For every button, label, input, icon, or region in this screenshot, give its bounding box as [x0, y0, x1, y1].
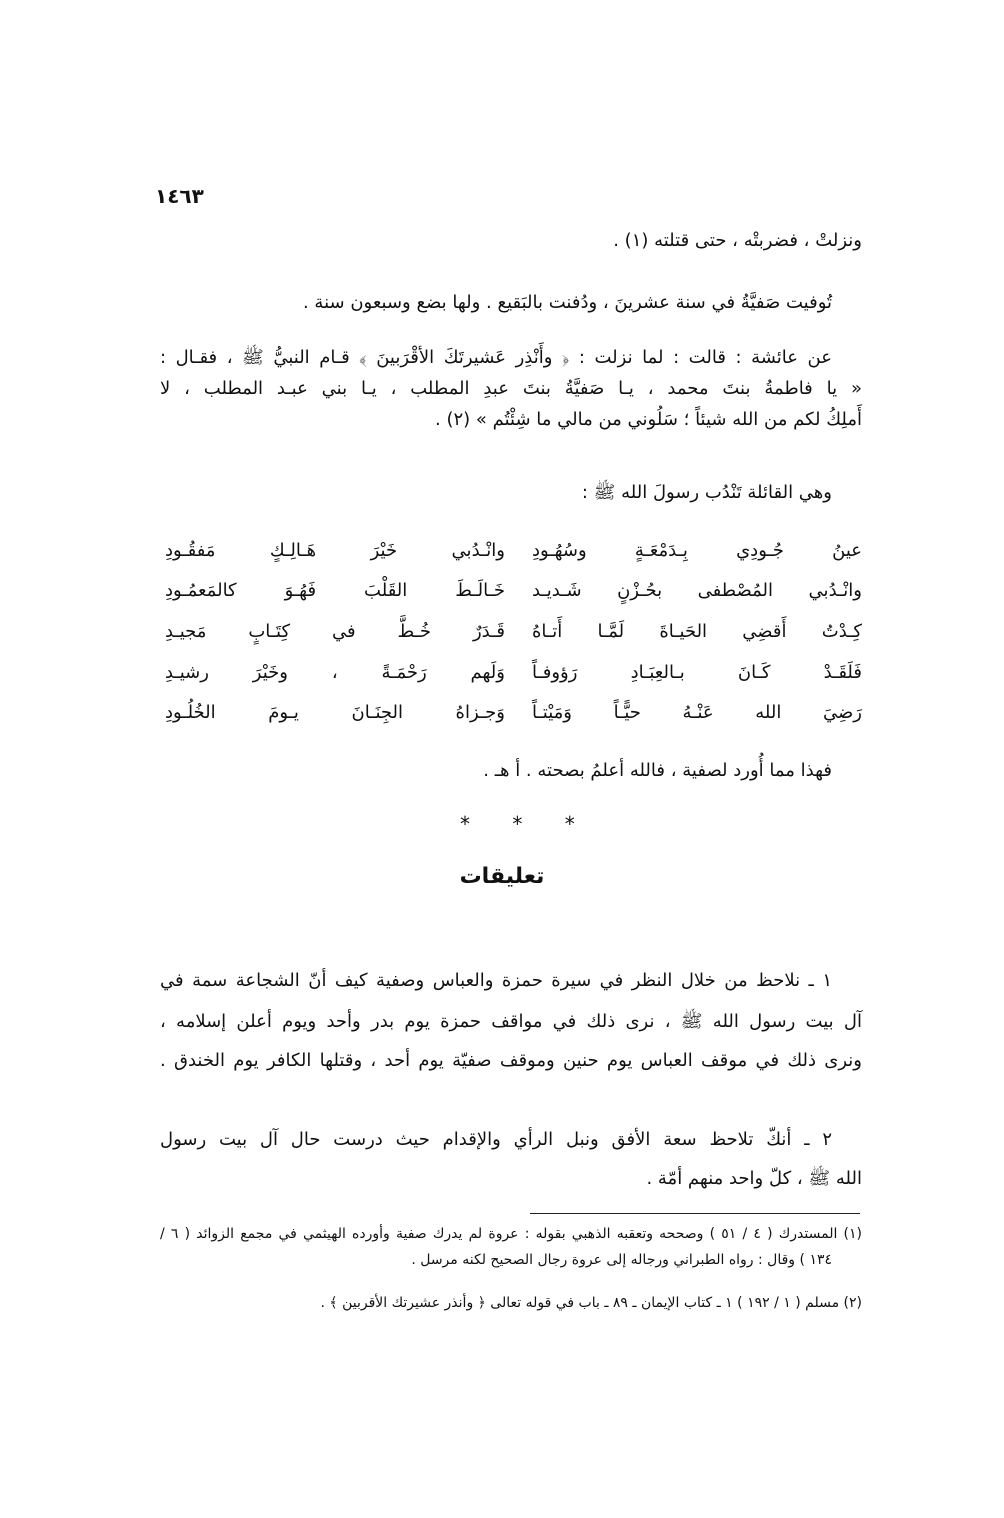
footnote-line: ١٣٤ ) وقال : رواه الطبراني ورجاله إلى عروة رجال الصحيح لكنه مرسل .: [411, 1252, 832, 1268]
poem-verse-left: وَجـزاهُ الجِنَـانَ يـومَ الخُلُـودِ: [165, 702, 505, 723]
comment-line: الله ﷺ ، كلّ واحد منهم أمّة .: [646, 1168, 862, 1189]
comment-line: ونرى ذلك في موقف العباس يوم حنين وموقف صفيّة يوم أحد ، وقتلها الكافر يوم الخندق .: [160, 1050, 862, 1071]
poem-verse-left: قَـدَرٌ خُـطَّ في كِتَـابٍ مَجيـدِ: [165, 621, 505, 642]
poem-verse-right: وانْـدُبي المُصْطفى بحُـزْنٍ شَـديـد: [532, 580, 862, 601]
poem-verse-right: عينُ جُـودِي بِـدَمْعَـةٍ وسُهُـودِ: [532, 540, 862, 561]
closing-line: فهذا مما أُورد لصفية ، فالله أعلمُ بصحته . أ هـ .: [483, 760, 832, 781]
section-heading: تعليقات: [459, 864, 545, 889]
page-number: ١٤٦٣: [155, 184, 204, 208]
paragraph: تُوفيت صَفيَّةُ في سنة عشرينَ ، ودُفنت بالبَقيع . ولها بضع وسبعون سنة .: [302, 292, 832, 313]
paragraph-line: أَملِكُ لكم من الله شيئاً ؛ سَلُوني من مالي ما شِئْتُم » (٢) .: [435, 409, 862, 430]
footnote-line: (١) المستدرك ( ٤ / ٥١ ) وصححه وتعقبه الذهبي بقوله : عروة لم يدرك صفية وأورده الهيثمي في مجمع الزوائد ( ٦ /: [160, 1226, 862, 1242]
poem-verse-right: فَلَقَـدْ كَـانَ بـالعِبَـادِ رَؤوفـاً: [532, 662, 862, 683]
poem-verse-left: خَـالَـطَ القَلْبَ فَهُـوَ كالمَعمُـودِ: [165, 580, 505, 601]
poem-verse-right: كِـدْتُ أَقضِي الحَيـاةَ لَمَّـا أَتـاهُ: [532, 621, 862, 642]
comment-line: ٢ ـ أنكّ تلاحظ سعة الأفق ونبل الرأي والإقدام حيث درست حال آل بيت رسول: [160, 1129, 832, 1150]
separator: * * *: [460, 812, 593, 836]
comment-line: ١ ـ نلاحظ من خلال النظر في سيرة حمزة والعباس وصفية كيف أنّ الشجاعة سمة في: [160, 970, 832, 991]
poem-verse-right: رَضِيَ الله عَنْـهُ حيًّـاً وَمَيْتـاً: [532, 702, 862, 723]
poem-intro: وهي القائلة تَنْدُب رسولَ الله ﷺ :: [581, 482, 832, 503]
footnote-line: (٢) مسلم ( ١ / ١٩٢ ) ١ ـ كتاب الإيمان ـ ٨٩ ـ باب في قوله تعالى ﴿ وأنذر عشيرتك الأقربين ﴾ .: [320, 1295, 862, 1311]
comment-line: آل بيت رسول الله ﷺ ، نرى ذلك في مواقف حمزة يوم بدر وأحد ويوم أعلن إسلامه ،: [160, 1011, 862, 1032]
paragraph-line: عن عائشة : قالت : لما نزلت : ﴿ وأَنْذِر عَشيرتَكَ الأقْرَبينَ ﴾ قـام النبيُّ ﷺ ، فقـال :: [160, 347, 832, 368]
poem-verse-left: وانْـدُبي خَيْرَ هَـالِـكٍ مَفقُـودِ: [165, 540, 505, 561]
footnote-divider: [530, 1213, 860, 1214]
paragraph-line: « يا فاطمةُ بنتَ محمد ، يـا صَفيَّةُ بنتَ عبدِ المطلب ، يـا بني عبـد المطلب ، لا: [160, 378, 862, 399]
poem-verse-left: وَلَهم رَحْمَـةً ، وخَيْرَ رشيـدِ: [165, 662, 505, 683]
text-line: ونزلتْ ، فضربتْه ، حتى قتلته (١) .: [613, 230, 862, 251]
